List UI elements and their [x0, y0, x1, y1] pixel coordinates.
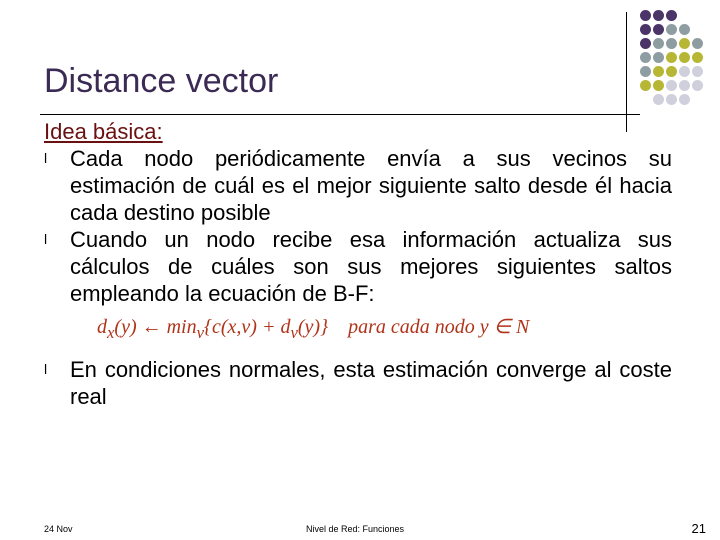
- decorative-dot: [653, 94, 664, 105]
- vertical-divider: [626, 12, 627, 132]
- decorative-dot: [666, 94, 677, 105]
- decorative-dot: [666, 52, 677, 63]
- decorative-dot: [653, 80, 664, 91]
- decorative-dot: [640, 66, 651, 77]
- formula-body: {c(x,v) + d: [204, 316, 291, 338]
- bullet-icon: l: [44, 361, 48, 377]
- bullet-item: [44, 226, 672, 307]
- decorative-dot: [692, 66, 703, 77]
- bellman-ford-equation: [44, 314, 672, 346]
- bullet-text: Cuando un nodo recibe esa información actualiza sus cálculos de cuáles son sus mejores siguientes saltos empleando la ecuación de B-F:: [70, 227, 672, 306]
- decorative-dot: [679, 52, 690, 63]
- decorative-dot: [666, 66, 677, 77]
- decorative-dot: [653, 66, 664, 77]
- formula-d: d: [97, 316, 107, 338]
- decorative-dot: [666, 38, 677, 49]
- title-divider: [40, 114, 640, 115]
- slide-title: Distance vector: [44, 62, 279, 100]
- decorative-dot: [640, 80, 651, 91]
- decorative-dot: [653, 38, 664, 49]
- formula-arg: (y) ← min: [114, 316, 197, 338]
- formula-tail: (y)}: [297, 316, 329, 338]
- bullet-item: [44, 356, 672, 410]
- decorative-dot: [679, 38, 690, 49]
- bullet-item: [44, 145, 672, 226]
- bullet-icon: l: [44, 231, 48, 247]
- decorative-dot: [666, 10, 677, 21]
- decorative-dot: [679, 80, 690, 91]
- section-heading: Idea básica:: [44, 119, 163, 144]
- decorative-dot: [640, 52, 651, 63]
- bullet-text: Cada nodo periódicamente envía a sus vecinos su estimación de cuál es el mejor siguiente salto desde él hacia cada destino posible: [70, 146, 672, 225]
- formula-sub-v: v: [196, 323, 205, 342]
- decorative-dot: [653, 52, 664, 63]
- decorative-dot: [692, 38, 703, 49]
- footer-date: 24 Nov: [44, 524, 73, 534]
- decorative-dot: [653, 10, 664, 21]
- decorative-dot: [640, 38, 651, 49]
- decorative-dot: [679, 66, 690, 77]
- decorative-dot: [679, 94, 690, 105]
- formula-sub-x: x: [107, 323, 115, 342]
- decorative-dot: [640, 10, 651, 21]
- footer-title: Nivel de Red: Funciones: [306, 524, 405, 534]
- bullet-text: En condiciones normales, esta estimación converge al coste real: [70, 357, 672, 409]
- page-number: 21: [691, 521, 706, 536]
- decorative-dot: [692, 52, 703, 63]
- decorative-dot: [666, 24, 677, 35]
- slide-body: [44, 118, 672, 410]
- decorative-dot: [692, 80, 703, 91]
- decorative-dot: [666, 80, 677, 91]
- formula-suffix: para cada nodo y ∈ N: [348, 316, 530, 338]
- formula-sub-v2: v: [290, 323, 298, 342]
- bullet-icon: l: [44, 150, 48, 166]
- decorative-dot: [640, 24, 651, 35]
- decorative-dot: [653, 24, 664, 35]
- decorative-dot: [679, 24, 690, 35]
